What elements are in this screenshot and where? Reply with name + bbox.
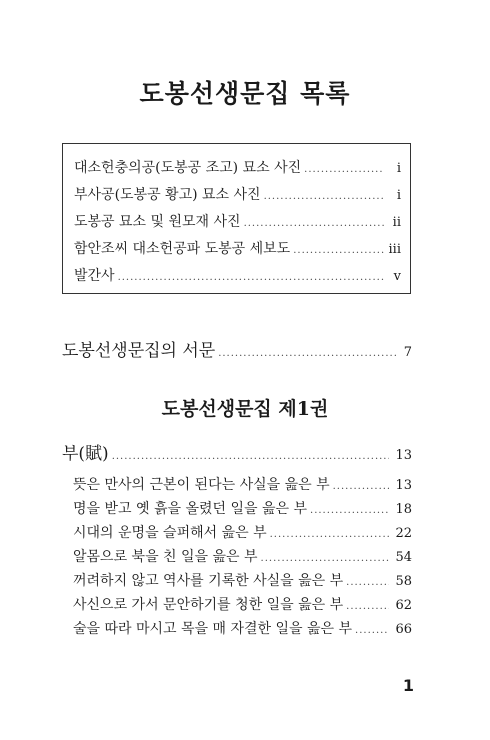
dot-leader	[293, 240, 384, 260]
box-item-page: i	[396, 188, 401, 203]
section-page: 13	[395, 448, 412, 463]
dot-leader	[270, 524, 389, 544]
section-text: 부(賦)	[62, 444, 109, 464]
dot-leader	[118, 267, 384, 287]
preface-entry[interactable]	[62, 338, 412, 364]
box-item-text: 대소헌충의공(도봉공 조고) 묘소 사진	[74, 160, 302, 176]
entry-text: 시대의 운명을 슬퍼해서 읊은 부	[73, 525, 267, 541]
toc-entry[interactable]	[73, 594, 412, 616]
entry-text: 뜻은 만사의 근본이 된다는 사실을 읊은 부	[73, 477, 330, 493]
box-item-text: 함안조씨 대소헌공파 도봉공 세보도	[74, 241, 291, 257]
dot-leader	[261, 548, 389, 568]
box-item-text: 도봉공 묘소 및 원모재 사진	[74, 214, 241, 230]
volume-title: 도봉선생문집 제1권	[161, 398, 329, 420]
toc-entry[interactable]	[73, 522, 412, 544]
toc-entry[interactable]	[73, 546, 412, 568]
dot-leader	[333, 476, 389, 496]
entry-page: 66	[395, 622, 412, 637]
entry-text: 술을 따라 마시고 목을 매 자결한 일을 읊은 부	[73, 621, 353, 637]
photo-list-box	[62, 143, 411, 294]
entry-text: 꺼려하지 않고 역사를 기록한 사실을 읊은 부	[73, 573, 344, 589]
toc-entry[interactable]	[73, 618, 412, 640]
page-number: 1	[402, 676, 414, 695]
entry-page: 18	[395, 502, 412, 517]
dot-leader	[218, 341, 397, 364]
entry-page: 62	[395, 598, 412, 613]
box-item[interactable]	[74, 211, 401, 233]
box-item-page: iii	[388, 242, 401, 257]
toc-entry[interactable]	[73, 570, 412, 592]
dot-leader	[346, 596, 389, 616]
dot-leader	[264, 186, 384, 206]
dot-leader	[244, 213, 384, 233]
entry-page: 58	[395, 574, 412, 589]
entry-text: 명을 받고 옛 흙을 올렸던 일을 읊은 부	[73, 501, 308, 517]
entry-text: 알몸으로 북을 친 일을 읊은 부	[73, 549, 258, 565]
box-item-page: i	[396, 161, 401, 176]
section-heading[interactable]	[62, 441, 412, 467]
page-title: 도봉선생문집 목록	[139, 79, 351, 108]
box-item-text: 발간사	[74, 268, 115, 284]
box-item-page: ii	[392, 215, 401, 230]
dot-leader	[310, 500, 389, 520]
box-item[interactable]	[74, 184, 401, 206]
dot-leader	[112, 444, 389, 467]
preface-page: 7	[403, 345, 412, 360]
entry-text: 사신으로 가서 문안하기를 청한 일을 읊은 부	[73, 597, 344, 613]
dot-leader	[355, 620, 389, 640]
dot-leader	[346, 572, 389, 592]
box-item[interactable]	[74, 265, 401, 287]
toc-entry[interactable]	[73, 498, 412, 520]
box-item[interactable]	[74, 157, 401, 179]
box-item-text: 부사공(도봉공 황고) 묘소 사진	[74, 187, 261, 203]
entry-page: 22	[395, 526, 412, 541]
entry-page: 54	[395, 550, 412, 565]
dot-leader	[304, 159, 384, 179]
preface-text: 도봉선생문집의 서문	[62, 341, 216, 361]
entry-page: 13	[395, 478, 412, 493]
box-item-page: v	[393, 269, 401, 284]
box-item[interactable]	[74, 238, 401, 260]
toc-entry[interactable]	[73, 474, 412, 496]
